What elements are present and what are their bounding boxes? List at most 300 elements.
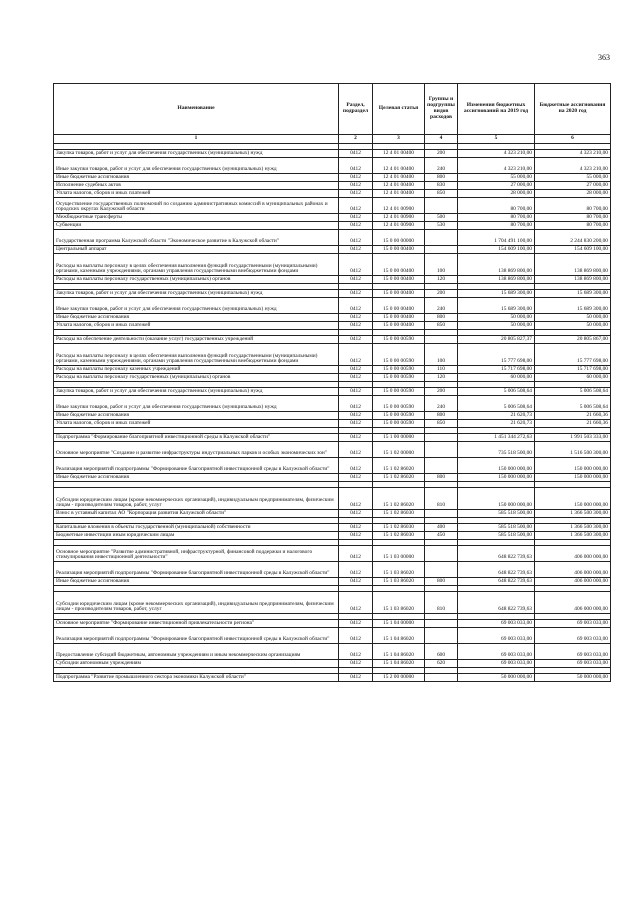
row-amount-2019: 55 000,00 bbox=[458, 174, 535, 182]
row-amount-2019: 648 822 739,63 bbox=[458, 592, 535, 614]
table-row bbox=[54, 562, 611, 578]
column-number: 2 bbox=[339, 135, 373, 144]
row-section: 0412 bbox=[339, 562, 373, 578]
row-name: Иные бюджетные ассигнования bbox=[54, 474, 339, 482]
row-expense-group: 530 bbox=[425, 222, 458, 230]
table-row bbox=[54, 434, 611, 442]
column-numbers-row bbox=[54, 135, 611, 144]
row-section: 0412 bbox=[339, 592, 373, 614]
row-expense-group bbox=[425, 336, 458, 344]
row-amount-2019: 50 000,00 bbox=[458, 322, 535, 330]
row-section: 0412 bbox=[339, 396, 373, 412]
row-section: 0412 bbox=[339, 388, 373, 396]
table-row bbox=[54, 158, 611, 174]
row-amount-2020: 150 000 000,00 bbox=[535, 458, 611, 474]
row-section: 0412 bbox=[339, 660, 373, 668]
row-expense-group: 800 bbox=[425, 474, 458, 482]
row-amount-2020: 60 000,00 bbox=[535, 374, 611, 382]
row-target-article: 15 1 02 00000 bbox=[373, 442, 425, 458]
row-amount-2020: 4 323 210,00 bbox=[535, 150, 611, 158]
row-amount-2020: 1 516 500 300,00 bbox=[535, 442, 611, 458]
table-row bbox=[54, 674, 611, 682]
row-target-article: 15 0 00 00400 bbox=[373, 322, 425, 330]
row-target-article: 12 4 01 00900 bbox=[373, 222, 425, 230]
row-target-article: 15 1 04 00000 bbox=[373, 620, 425, 628]
row-amount-2020: 21 660,36 bbox=[535, 420, 611, 428]
row-section: 0412 bbox=[339, 474, 373, 482]
row-section: 0412 bbox=[339, 174, 373, 182]
row-amount-2019: 648 822 739,63 bbox=[458, 578, 535, 586]
row-amount-2020: 150 000 000,00 bbox=[535, 474, 611, 482]
row-amount-2020: 406 000 000,00 bbox=[535, 562, 611, 578]
row-amount-2019: 4 323 210,00 bbox=[458, 150, 535, 158]
row-name: Закупка товаров, работ и услуг для обеспечения государственных (муниципальных) нужд bbox=[54, 290, 339, 298]
row-target-article: 15 0 00 00590 bbox=[373, 412, 425, 420]
table-row bbox=[54, 222, 611, 230]
table-header-row bbox=[54, 84, 611, 135]
table-row bbox=[54, 322, 611, 330]
row-section: 0412 bbox=[339, 420, 373, 428]
row-target-article: 15 1 02 86030 bbox=[373, 532, 425, 540]
row-target-article: 12 4 01 00400 bbox=[373, 174, 425, 182]
row-amount-2019: 150 000 000,00 bbox=[458, 458, 535, 474]
row-amount-2020: 1 991 503 333,00 bbox=[535, 434, 611, 442]
table-row bbox=[54, 644, 611, 660]
row-section: 0412 bbox=[339, 442, 373, 458]
table-row bbox=[54, 628, 611, 644]
table-row bbox=[54, 510, 611, 518]
row-expense-group bbox=[425, 562, 458, 578]
row-section: 0412 bbox=[339, 158, 373, 174]
row-name: Субсидии юридическим лицам (кроме некоммерческих организаций), индивидуальным предпринимателям, физическим лицам - производителям товаров, работ, услуг bbox=[54, 592, 339, 614]
row-amount-2020: 5 006 508,64 bbox=[535, 396, 611, 412]
row-name: Расходы на выплаты персоналу государственных (муниципальных) органов bbox=[54, 276, 339, 284]
row-amount-2019: 69 003 033,00 bbox=[458, 660, 535, 668]
row-name: Иные закупки товаров, работ и услуг для обеспечения государственных (муниципальных) нужд bbox=[54, 396, 339, 412]
row-target-article: 15 0 00 00590 bbox=[373, 396, 425, 412]
row-amount-2020: 1 366 500 300,00 bbox=[535, 524, 611, 532]
row-amount-2020: 138 869 800,00 bbox=[535, 254, 611, 276]
table-row bbox=[54, 246, 611, 254]
row-amount-2019: 69 003 033,00 bbox=[458, 644, 535, 660]
row-target-article: 15 0 00 00400 bbox=[373, 314, 425, 322]
row-amount-2020: 138 869 800,00 bbox=[535, 276, 611, 284]
header-section: Раздел, подраздел bbox=[339, 84, 373, 135]
table-row bbox=[54, 420, 611, 428]
header-amount-2020: Бюджетные ассигнования на 2020 год bbox=[535, 84, 611, 135]
row-target-article: 15 1 02 86020 bbox=[373, 474, 425, 482]
row-amount-2020: 20 805 867,00 bbox=[535, 336, 611, 344]
row-expense-group: 240 bbox=[425, 158, 458, 174]
row-amount-2020: 50 000,00 bbox=[535, 314, 611, 322]
row-section: 0412 bbox=[339, 434, 373, 442]
row-section: 0412 bbox=[339, 524, 373, 532]
row-expense-group: 600 bbox=[425, 644, 458, 660]
row-amount-2019: 4 323 210,00 bbox=[458, 158, 535, 174]
row-amount-2019: 138 869 800,00 bbox=[458, 254, 535, 276]
table-body bbox=[54, 144, 611, 682]
row-section: 0412 bbox=[339, 412, 373, 420]
row-name: Расходы на выплаты персоналу казенных учреждений bbox=[54, 366, 339, 374]
table-row bbox=[54, 546, 611, 562]
row-amount-2019: 5 006 508,64 bbox=[458, 388, 535, 396]
row-section: 0412 bbox=[339, 374, 373, 382]
row-amount-2020: 154 609 100,00 bbox=[535, 246, 611, 254]
column-number: 5 bbox=[458, 135, 535, 144]
row-target-article: 15 1 03 00000 bbox=[373, 546, 425, 562]
row-amount-2020: 69 003 033,00 bbox=[535, 620, 611, 628]
row-target-article: 12 4 01 00900 bbox=[373, 198, 425, 214]
table-row bbox=[54, 254, 611, 276]
row-amount-2020: 50 000,00 bbox=[535, 322, 611, 330]
table-row bbox=[54, 230, 611, 246]
row-amount-2020: 4 323 210,00 bbox=[535, 158, 611, 174]
row-name: Иные бюджетные ассигнования bbox=[54, 174, 339, 182]
row-amount-2019: 15 777 698,00 bbox=[458, 344, 535, 366]
header-name: Наименование bbox=[54, 84, 339, 135]
row-amount-2020: 150 000 000,00 bbox=[535, 488, 611, 510]
row-expense-group bbox=[425, 628, 458, 644]
row-name: Подпрограмма "Формирование благоприятной инвестиционной среды в Калужской области" bbox=[54, 434, 339, 442]
row-section: 0412 bbox=[339, 246, 373, 254]
row-amount-2019: 648 822 739,63 bbox=[458, 562, 535, 578]
row-name: Уплата налогов, сборов и иных платежей bbox=[54, 420, 339, 428]
row-expense-group: 850 bbox=[425, 322, 458, 330]
row-target-article: 15 1 03 86020 bbox=[373, 562, 425, 578]
row-target-article: 12 4 01 00400 bbox=[373, 158, 425, 174]
row-amount-2020: 80 700,00 bbox=[535, 214, 611, 222]
row-expense-group bbox=[425, 674, 458, 682]
column-number: 6 bbox=[535, 135, 611, 144]
row-amount-2020: 15 717 698,00 bbox=[535, 366, 611, 374]
row-expense-group bbox=[425, 246, 458, 254]
row-section: 0412 bbox=[339, 222, 373, 230]
row-section: 0412 bbox=[339, 290, 373, 298]
row-name: Расходы на выплаты персоналу в целях обеспечения выполнения функций государственными (муниципальными) органами, казенными учреждениями, органами управления государственными внебюджетными фондами bbox=[54, 254, 339, 276]
row-amount-2019: 154 609 100,00 bbox=[458, 246, 535, 254]
row-expense-group: 830 bbox=[425, 182, 458, 190]
row-expense-group: 800 bbox=[425, 412, 458, 420]
row-name: Основное мероприятие "Развитие административной, инфраструктурной, финансовой поддержки и налогового стимулирования инвестиционной деятельности" bbox=[54, 546, 339, 562]
row-section: 0412 bbox=[339, 298, 373, 314]
row-amount-2020: 21 660,36 bbox=[535, 412, 611, 420]
row-target-article: 15 1 04 86020 bbox=[373, 660, 425, 668]
row-name: Иные бюджетные ассигнования bbox=[54, 578, 339, 586]
row-amount-2019: 138 869 800,00 bbox=[458, 276, 535, 284]
row-amount-2020: 15 689 300,00 bbox=[535, 298, 611, 314]
row-section: 0412 bbox=[339, 532, 373, 540]
row-expense-group: 800 bbox=[425, 314, 458, 322]
table-row bbox=[54, 388, 611, 396]
row-amount-2019: 60 000,00 bbox=[458, 374, 535, 382]
row-amount-2019: 21 620,73 bbox=[458, 420, 535, 428]
row-target-article: 15 0 00 00400 bbox=[373, 254, 425, 276]
row-name: Уплата налогов, сборов и иных платежей bbox=[54, 190, 339, 198]
table-row bbox=[54, 660, 611, 668]
table-row bbox=[54, 488, 611, 510]
row-expense-group: 120 bbox=[425, 374, 458, 382]
row-amount-2019: 150 000 000,00 bbox=[458, 488, 535, 510]
row-expense-group: 240 bbox=[425, 298, 458, 314]
table-row bbox=[54, 150, 611, 158]
table-row bbox=[54, 396, 611, 412]
table-row bbox=[54, 290, 611, 298]
row-target-article: 15 1 02 86030 bbox=[373, 524, 425, 532]
row-name: Государственная программа Калужской области "Экономическое развитие в Калужской области" bbox=[54, 230, 339, 246]
row-expense-group: 800 bbox=[425, 174, 458, 182]
row-amount-2020: 5 006 508,64 bbox=[535, 388, 611, 396]
row-expense-group: 200 bbox=[425, 388, 458, 396]
row-section: 0412 bbox=[339, 198, 373, 214]
row-target-article: 15 0 00 00590 bbox=[373, 344, 425, 366]
header-amount-2019: Изменения бюджетных ассигнований на 2019 год bbox=[458, 84, 535, 135]
row-target-article: 15 0 00 00590 bbox=[373, 366, 425, 374]
row-expense-group: 450 bbox=[425, 532, 458, 540]
table-row bbox=[54, 474, 611, 482]
row-section: 0412 bbox=[339, 510, 373, 518]
row-amount-2020: 69 003 033,00 bbox=[535, 660, 611, 668]
row-amount-2019: 15 689 300,00 bbox=[458, 290, 535, 298]
row-expense-group: 850 bbox=[425, 190, 458, 198]
row-name: Субсидии автономным учреждениям bbox=[54, 660, 339, 668]
row-amount-2020: 50 000 000,00 bbox=[535, 674, 611, 682]
row-name: Взнос в уставный капитал АО "Корпорация развития Калужской области" bbox=[54, 510, 339, 518]
row-target-article: 12 4 01 00900 bbox=[373, 214, 425, 222]
row-name: Расходы на выплаты персоналу в целях обеспечения выполнения функций государственными (муниципальными) органами, казенными учреждениями, органами управления государственными внебюджетными фондами bbox=[54, 344, 339, 366]
row-name: Иные закупки товаров, работ и услуг для обеспечения государственных (муниципальных) нужд bbox=[54, 298, 339, 314]
row-name: Реализация мероприятий подпрограммы "Формирование благоприятной инвестиционной среды в Калужской области" bbox=[54, 562, 339, 578]
row-name: Предоставление субсидий бюджетным, автономным учреждениям и иным некоммерческим организациям bbox=[54, 644, 339, 660]
row-expense-group: 100 bbox=[425, 344, 458, 366]
row-expense-group: 240 bbox=[425, 396, 458, 412]
row-amount-2020: 69 003 033,00 bbox=[535, 628, 611, 644]
row-name: Капитальные вложения в объекты государственной (муниципальной) собственности bbox=[54, 524, 339, 532]
row-target-article: 15 0 00 00590 bbox=[373, 336, 425, 344]
row-expense-group: 200 bbox=[425, 150, 458, 158]
row-amount-2020: 15 777 698,00 bbox=[535, 344, 611, 366]
row-expense-group: 400 bbox=[425, 524, 458, 532]
table-row bbox=[54, 458, 611, 474]
row-amount-2019: 69 003 033,00 bbox=[458, 628, 535, 644]
row-expense-group bbox=[425, 458, 458, 474]
row-name: Субвенции bbox=[54, 222, 339, 230]
row-name: Расходы на выплаты персоналу государственных (муниципальных) органов bbox=[54, 374, 339, 382]
row-amount-2019: 1 451 344 272,63 bbox=[458, 434, 535, 442]
row-name: Бюджетные инвестиции иным юридическим лицам bbox=[54, 532, 339, 540]
table-row bbox=[54, 442, 611, 458]
row-section: 0412 bbox=[339, 190, 373, 198]
row-target-article: 12 4 01 00400 bbox=[373, 190, 425, 198]
table-row bbox=[54, 532, 611, 540]
row-amount-2019: 735 518 500,00 bbox=[458, 442, 535, 458]
row-amount-2019: 150 000 000,00 bbox=[458, 474, 535, 482]
column-number: 4 bbox=[425, 135, 458, 144]
row-amount-2019: 27 000,00 bbox=[458, 182, 535, 190]
row-section: 0412 bbox=[339, 458, 373, 474]
table-row bbox=[54, 298, 611, 314]
row-amount-2019: 585 518 500,00 bbox=[458, 524, 535, 532]
column-number: 1 bbox=[54, 135, 339, 144]
row-section: 0412 bbox=[339, 488, 373, 510]
table-row bbox=[54, 344, 611, 366]
row-section: 0412 bbox=[339, 578, 373, 586]
row-section: 0412 bbox=[339, 214, 373, 222]
header-group: Группы и подгруппы видов расходов bbox=[425, 84, 458, 135]
row-target-article: 15 1 03 86020 bbox=[373, 592, 425, 614]
row-amount-2019: 585 518 500,00 bbox=[458, 510, 535, 518]
table-row bbox=[54, 214, 611, 222]
row-name: Иные закупки товаров, работ и услуг для обеспечения государственных (муниципальных) нужд bbox=[54, 158, 339, 174]
column-number: 3 bbox=[373, 135, 425, 144]
row-amount-2020: 1 366 500 300,00 bbox=[535, 510, 611, 518]
table-row bbox=[54, 592, 611, 614]
row-amount-2019: 28 000,00 bbox=[458, 190, 535, 198]
row-section: 0412 bbox=[339, 674, 373, 682]
table-row bbox=[54, 620, 611, 628]
row-amount-2019: 1 704 491 100,00 bbox=[458, 230, 535, 246]
page-number: 363 bbox=[598, 53, 610, 62]
row-amount-2019: 80 700,00 bbox=[458, 198, 535, 214]
row-expense-group: 850 bbox=[425, 420, 458, 428]
table-row bbox=[54, 314, 611, 322]
row-expense-group bbox=[425, 442, 458, 458]
row-target-article: 15 0 00 00400 bbox=[373, 298, 425, 314]
row-name: Осуществление государственных полномочий по созданию административных комиссий в муниципальных районах и городских округах Калужской области bbox=[54, 198, 339, 214]
row-target-article: 15 1 02 86020 bbox=[373, 488, 425, 510]
row-amount-2019: 50 000,00 bbox=[458, 314, 535, 322]
row-section: 0412 bbox=[339, 546, 373, 562]
row-amount-2020: 1 366 500 300,00 bbox=[535, 532, 611, 540]
row-name: Иные бюджетные ассигнования bbox=[54, 412, 339, 420]
row-amount-2020: 69 003 033,00 bbox=[535, 644, 611, 660]
header-target: Целевая статья bbox=[373, 84, 425, 135]
table-row bbox=[54, 190, 611, 198]
row-target-article: 15 1 04 86020 bbox=[373, 644, 425, 660]
row-section: 0412 bbox=[339, 366, 373, 374]
row-expense-group bbox=[425, 510, 458, 518]
row-name: Межбюджетные трансферты bbox=[54, 214, 339, 222]
row-amount-2019: 50 000 000,00 bbox=[458, 674, 535, 682]
row-section: 0412 bbox=[339, 628, 373, 644]
row-amount-2020: 80 700,00 bbox=[535, 222, 611, 230]
row-target-article: 15 0 00 00590 bbox=[373, 374, 425, 382]
row-section: 0412 bbox=[339, 150, 373, 158]
row-amount-2019: 20 805 827,37 bbox=[458, 336, 535, 344]
row-amount-2019: 648 822 739,63 bbox=[458, 546, 535, 562]
row-name: Реализация мероприятий подпрограммы "Формирование благоприятной инвестиционной среды в Калужской области" bbox=[54, 628, 339, 644]
row-target-article: 15 0 00 00000 bbox=[373, 230, 425, 246]
row-target-article: 12 4 01 00400 bbox=[373, 182, 425, 190]
row-section: 0412 bbox=[339, 620, 373, 628]
row-expense-group bbox=[425, 434, 458, 442]
row-expense-group: 110 bbox=[425, 366, 458, 374]
row-section: 0412 bbox=[339, 314, 373, 322]
row-target-article: 15 0 00 00400 bbox=[373, 276, 425, 284]
row-expense-group bbox=[425, 546, 458, 562]
row-expense-group: 500 bbox=[425, 214, 458, 222]
row-section: 0412 bbox=[339, 344, 373, 366]
budget-table bbox=[53, 83, 611, 682]
row-amount-2020: 28 000,00 bbox=[535, 190, 611, 198]
table-row bbox=[54, 182, 611, 190]
row-amount-2020: 406 000 000,00 bbox=[535, 592, 611, 614]
row-name: Реализация мероприятий подпрограммы "Формирование благоприятной инвестиционной среды в Калужской области" bbox=[54, 458, 339, 474]
row-amount-2020: 406 000 000,00 bbox=[535, 578, 611, 586]
row-amount-2019: 69 003 033,00 bbox=[458, 620, 535, 628]
table-row bbox=[54, 524, 611, 532]
row-section: 0412 bbox=[339, 336, 373, 344]
row-expense-group: 200 bbox=[425, 290, 458, 298]
row-name: Основное мероприятие "Формирование инвестиционной привлекательности региона" bbox=[54, 620, 339, 628]
table-row bbox=[54, 198, 611, 214]
row-target-article: 15 1 02 86030 bbox=[373, 510, 425, 518]
row-name: Центральный аппарат bbox=[54, 246, 339, 254]
row-name: Закупка товаров, работ и услуг для обеспечения государственных (муниципальных) нужд bbox=[54, 388, 339, 396]
row-expense-group bbox=[425, 230, 458, 246]
table-row bbox=[54, 366, 611, 374]
row-expense-group: 810 bbox=[425, 488, 458, 510]
row-target-article: 15 1 03 86020 bbox=[373, 578, 425, 586]
row-expense-group: 620 bbox=[425, 660, 458, 668]
row-name: Субсидии юридическим лицам (кроме некоммерческих организаций), индивидуальным предпринимателям, физическим лицам - производителям товаров, работ, услуг bbox=[54, 488, 339, 510]
row-amount-2019: 80 700,00 bbox=[458, 222, 535, 230]
row-amount-2020: 406 000 000,00 bbox=[535, 546, 611, 562]
table-row bbox=[54, 374, 611, 382]
row-expense-group: 100 bbox=[425, 254, 458, 276]
table-row bbox=[54, 174, 611, 182]
row-expense-group: 120 bbox=[425, 276, 458, 284]
row-name: Иные бюджетные ассигнования bbox=[54, 314, 339, 322]
row-amount-2019: 15 689 300,00 bbox=[458, 298, 535, 314]
row-target-article: 15 1 02 86020 bbox=[373, 458, 425, 474]
row-amount-2019: 15 717 698,00 bbox=[458, 366, 535, 374]
row-section: 0412 bbox=[339, 254, 373, 276]
row-amount-2020: 55 000,00 bbox=[535, 174, 611, 182]
row-target-article: 15 0 00 00400 bbox=[373, 246, 425, 254]
row-target-article: 15 1 00 00000 bbox=[373, 434, 425, 442]
row-target-article: 15 0 00 00590 bbox=[373, 388, 425, 396]
row-name: Основное мероприятие "Создание и развитие инфраструктуры индустриальных парков и особых экономических зон" bbox=[54, 442, 339, 458]
row-name: Закупка товаров, работ и услуг для обеспечения государственных (муниципальных) нужд bbox=[54, 150, 339, 158]
table-row bbox=[54, 336, 611, 344]
row-amount-2019: 5 006 508,64 bbox=[458, 396, 535, 412]
row-section: 0412 bbox=[339, 276, 373, 284]
row-target-article: 15 0 00 00590 bbox=[373, 420, 425, 428]
row-amount-2020: 2 244 830 200,00 bbox=[535, 230, 611, 246]
row-target-article: 12 4 01 00400 bbox=[373, 150, 425, 158]
row-name: Исполнение судебных актов bbox=[54, 182, 339, 190]
row-name: Подпрограмма "Развитие промышленного сектора экономики Калужской области" bbox=[54, 674, 339, 682]
row-name: Расходы на обеспечение деятельности (оказание услуг) государственных учреждений bbox=[54, 336, 339, 344]
row-amount-2020: 80 700,00 bbox=[535, 198, 611, 214]
row-expense-group bbox=[425, 198, 458, 214]
row-section: 0412 bbox=[339, 182, 373, 190]
row-section: 0412 bbox=[339, 644, 373, 660]
table-row bbox=[54, 578, 611, 586]
table-row bbox=[54, 276, 611, 284]
row-amount-2019: 80 700,00 bbox=[458, 214, 535, 222]
row-name: Уплата налогов, сборов и иных платежей bbox=[54, 322, 339, 330]
row-expense-group: 810 bbox=[425, 592, 458, 614]
row-section: 0412 bbox=[339, 230, 373, 246]
table-row bbox=[54, 412, 611, 420]
row-expense-group bbox=[425, 620, 458, 628]
row-target-article: 15 0 00 00400 bbox=[373, 290, 425, 298]
row-target-article: 15 2 00 00000 bbox=[373, 674, 425, 682]
row-amount-2019: 585 518 500,00 bbox=[458, 532, 535, 540]
row-target-article: 15 1 04 86020 bbox=[373, 628, 425, 644]
row-expense-group: 800 bbox=[425, 578, 458, 586]
